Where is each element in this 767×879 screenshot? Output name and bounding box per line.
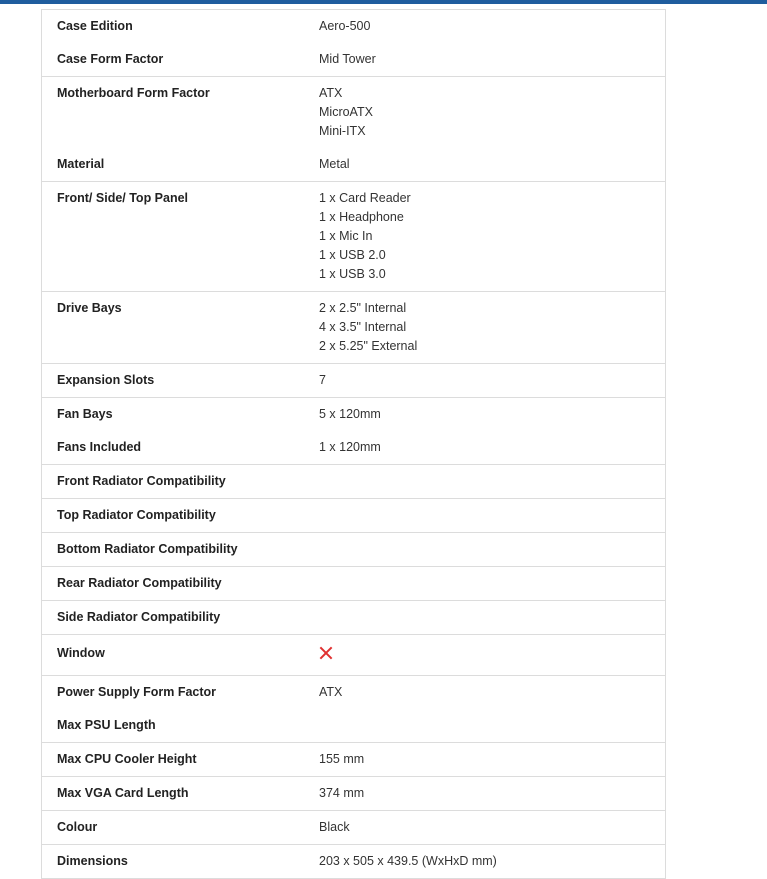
spec-row-material <box>42 155 665 174</box>
spec-label: Window <box>57 646 105 660</box>
spec-value-line: 2 x 5.25" External <box>319 339 418 353</box>
spec-group-front-radiator <box>42 465 665 499</box>
spec-value-line: 1 x Mic In <box>319 229 373 243</box>
spec-value: Mid Tower <box>319 52 376 66</box>
spec-table <box>41 9 666 879</box>
spec-group-rear-radiator <box>42 567 665 601</box>
spec-value-line: MicroATX <box>319 105 373 119</box>
spec-group-top-radiator <box>42 499 665 533</box>
spec-label: Side Radiator Compatibility <box>57 610 221 624</box>
spec-row-rear-radiator <box>42 574 665 593</box>
spec-label: Drive Bays <box>57 301 122 315</box>
spec-label: Material <box>57 157 105 171</box>
spec-group-colour <box>42 811 665 845</box>
spec-value: 203 x 505 x 439.5 (WxHxD mm) <box>319 854 497 868</box>
spec-value: 7 <box>319 373 326 387</box>
spec-value: 374 mm <box>319 786 365 800</box>
spec-value: 155 mm <box>319 752 365 766</box>
spec-label: Colour <box>57 820 98 834</box>
spec-row-max-vga-length <box>42 784 665 803</box>
spec-value: Black <box>319 820 350 834</box>
spec-group-psu <box>42 676 665 743</box>
spec-value: 5 x 120mm <box>319 407 381 421</box>
spec-label: Max VGA Card Length <box>57 786 189 800</box>
spec-group-fans <box>42 398 665 465</box>
spec-row-front-radiator <box>42 472 665 491</box>
spec-value: Aero-500 <box>319 19 371 33</box>
spec-group-window <box>42 635 665 676</box>
spec-row-window <box>42 644 665 666</box>
spec-group-drive-bays <box>42 292 665 364</box>
spec-value-line: 1 x Headphone <box>319 210 404 224</box>
spec-label: Fan Bays <box>57 407 113 421</box>
spec-value: 1 x 120mm <box>319 440 381 454</box>
spec-row-colour <box>42 818 665 837</box>
spec-group-cpu-cooler <box>42 743 665 777</box>
spec-value-line: Mini-ITX <box>319 124 366 138</box>
spec-value <box>319 189 665 284</box>
spec-value-line: 4 x 3.5" Internal <box>319 320 407 334</box>
spec-label: Case Form Factor <box>57 52 164 66</box>
spec-value <box>319 299 665 356</box>
spec-value-line: 1 x USB 2.0 <box>319 248 386 262</box>
spec-label: Power Supply Form Factor <box>57 685 217 699</box>
spec-label: Front/ Side/ Top Panel <box>57 191 189 205</box>
spec-row-case-form-factor <box>42 50 665 69</box>
spec-label: Fans Included <box>57 440 142 454</box>
spec-value: ATX <box>319 685 343 699</box>
spec-row-top-radiator <box>42 506 665 525</box>
spec-group-expansion <box>42 364 665 398</box>
spec-group-panel <box>42 182 665 292</box>
top-accent-bar <box>0 0 767 4</box>
spec-row-front-side-top-panel <box>42 189 665 284</box>
spec-value: Metal <box>319 157 350 171</box>
spec-label: Front Radiator Compatibility <box>57 474 226 488</box>
spec-label: Expansion Slots <box>57 373 155 387</box>
spec-value-line: 2 x 2.5" Internal <box>319 301 407 315</box>
spec-value-line: ATX <box>319 86 343 100</box>
spec-group-vga <box>42 777 665 811</box>
spec-group-motherboard <box>42 77 665 182</box>
x-icon <box>319 646 333 660</box>
spec-label: Dimensions <box>57 854 128 868</box>
spec-row-bottom-radiator <box>42 540 665 559</box>
spec-row-max-cpu-cooler <box>42 750 665 769</box>
spec-row-side-radiator <box>42 608 665 627</box>
spec-label: Max PSU Length <box>57 718 156 732</box>
spec-row-psu-form-factor <box>42 683 665 702</box>
spec-label: Case Edition <box>57 19 133 33</box>
spec-value <box>319 84 665 141</box>
spec-row-drive-bays <box>42 299 665 356</box>
spec-row-fan-bays <box>42 405 665 424</box>
spec-row-case-edition <box>42 17 665 36</box>
spec-label: Bottom Radiator Compatibility <box>57 542 238 556</box>
spec-group-side-radiator <box>42 601 665 635</box>
spec-group-case <box>42 10 665 77</box>
spec-label: Rear Radiator Compatibility <box>57 576 222 590</box>
spec-row-motherboard-form-factor <box>42 84 665 141</box>
spec-row-dimensions <box>42 852 665 871</box>
spec-row-max-psu-length <box>42 716 665 735</box>
spec-group-dimensions <box>42 845 665 879</box>
spec-label: Motherboard Form Factor <box>57 86 210 100</box>
spec-label: Top Radiator Compatibility <box>57 508 216 522</box>
spec-group-bottom-radiator <box>42 533 665 567</box>
spec-label: Max CPU Cooler Height <box>57 752 197 766</box>
spec-value-line: 1 x Card Reader <box>319 191 411 205</box>
spec-row-expansion-slots <box>42 371 665 390</box>
spec-value-line: 1 x USB 3.0 <box>319 267 386 281</box>
spec-value <box>319 644 665 666</box>
spec-row-fans-included <box>42 438 665 457</box>
